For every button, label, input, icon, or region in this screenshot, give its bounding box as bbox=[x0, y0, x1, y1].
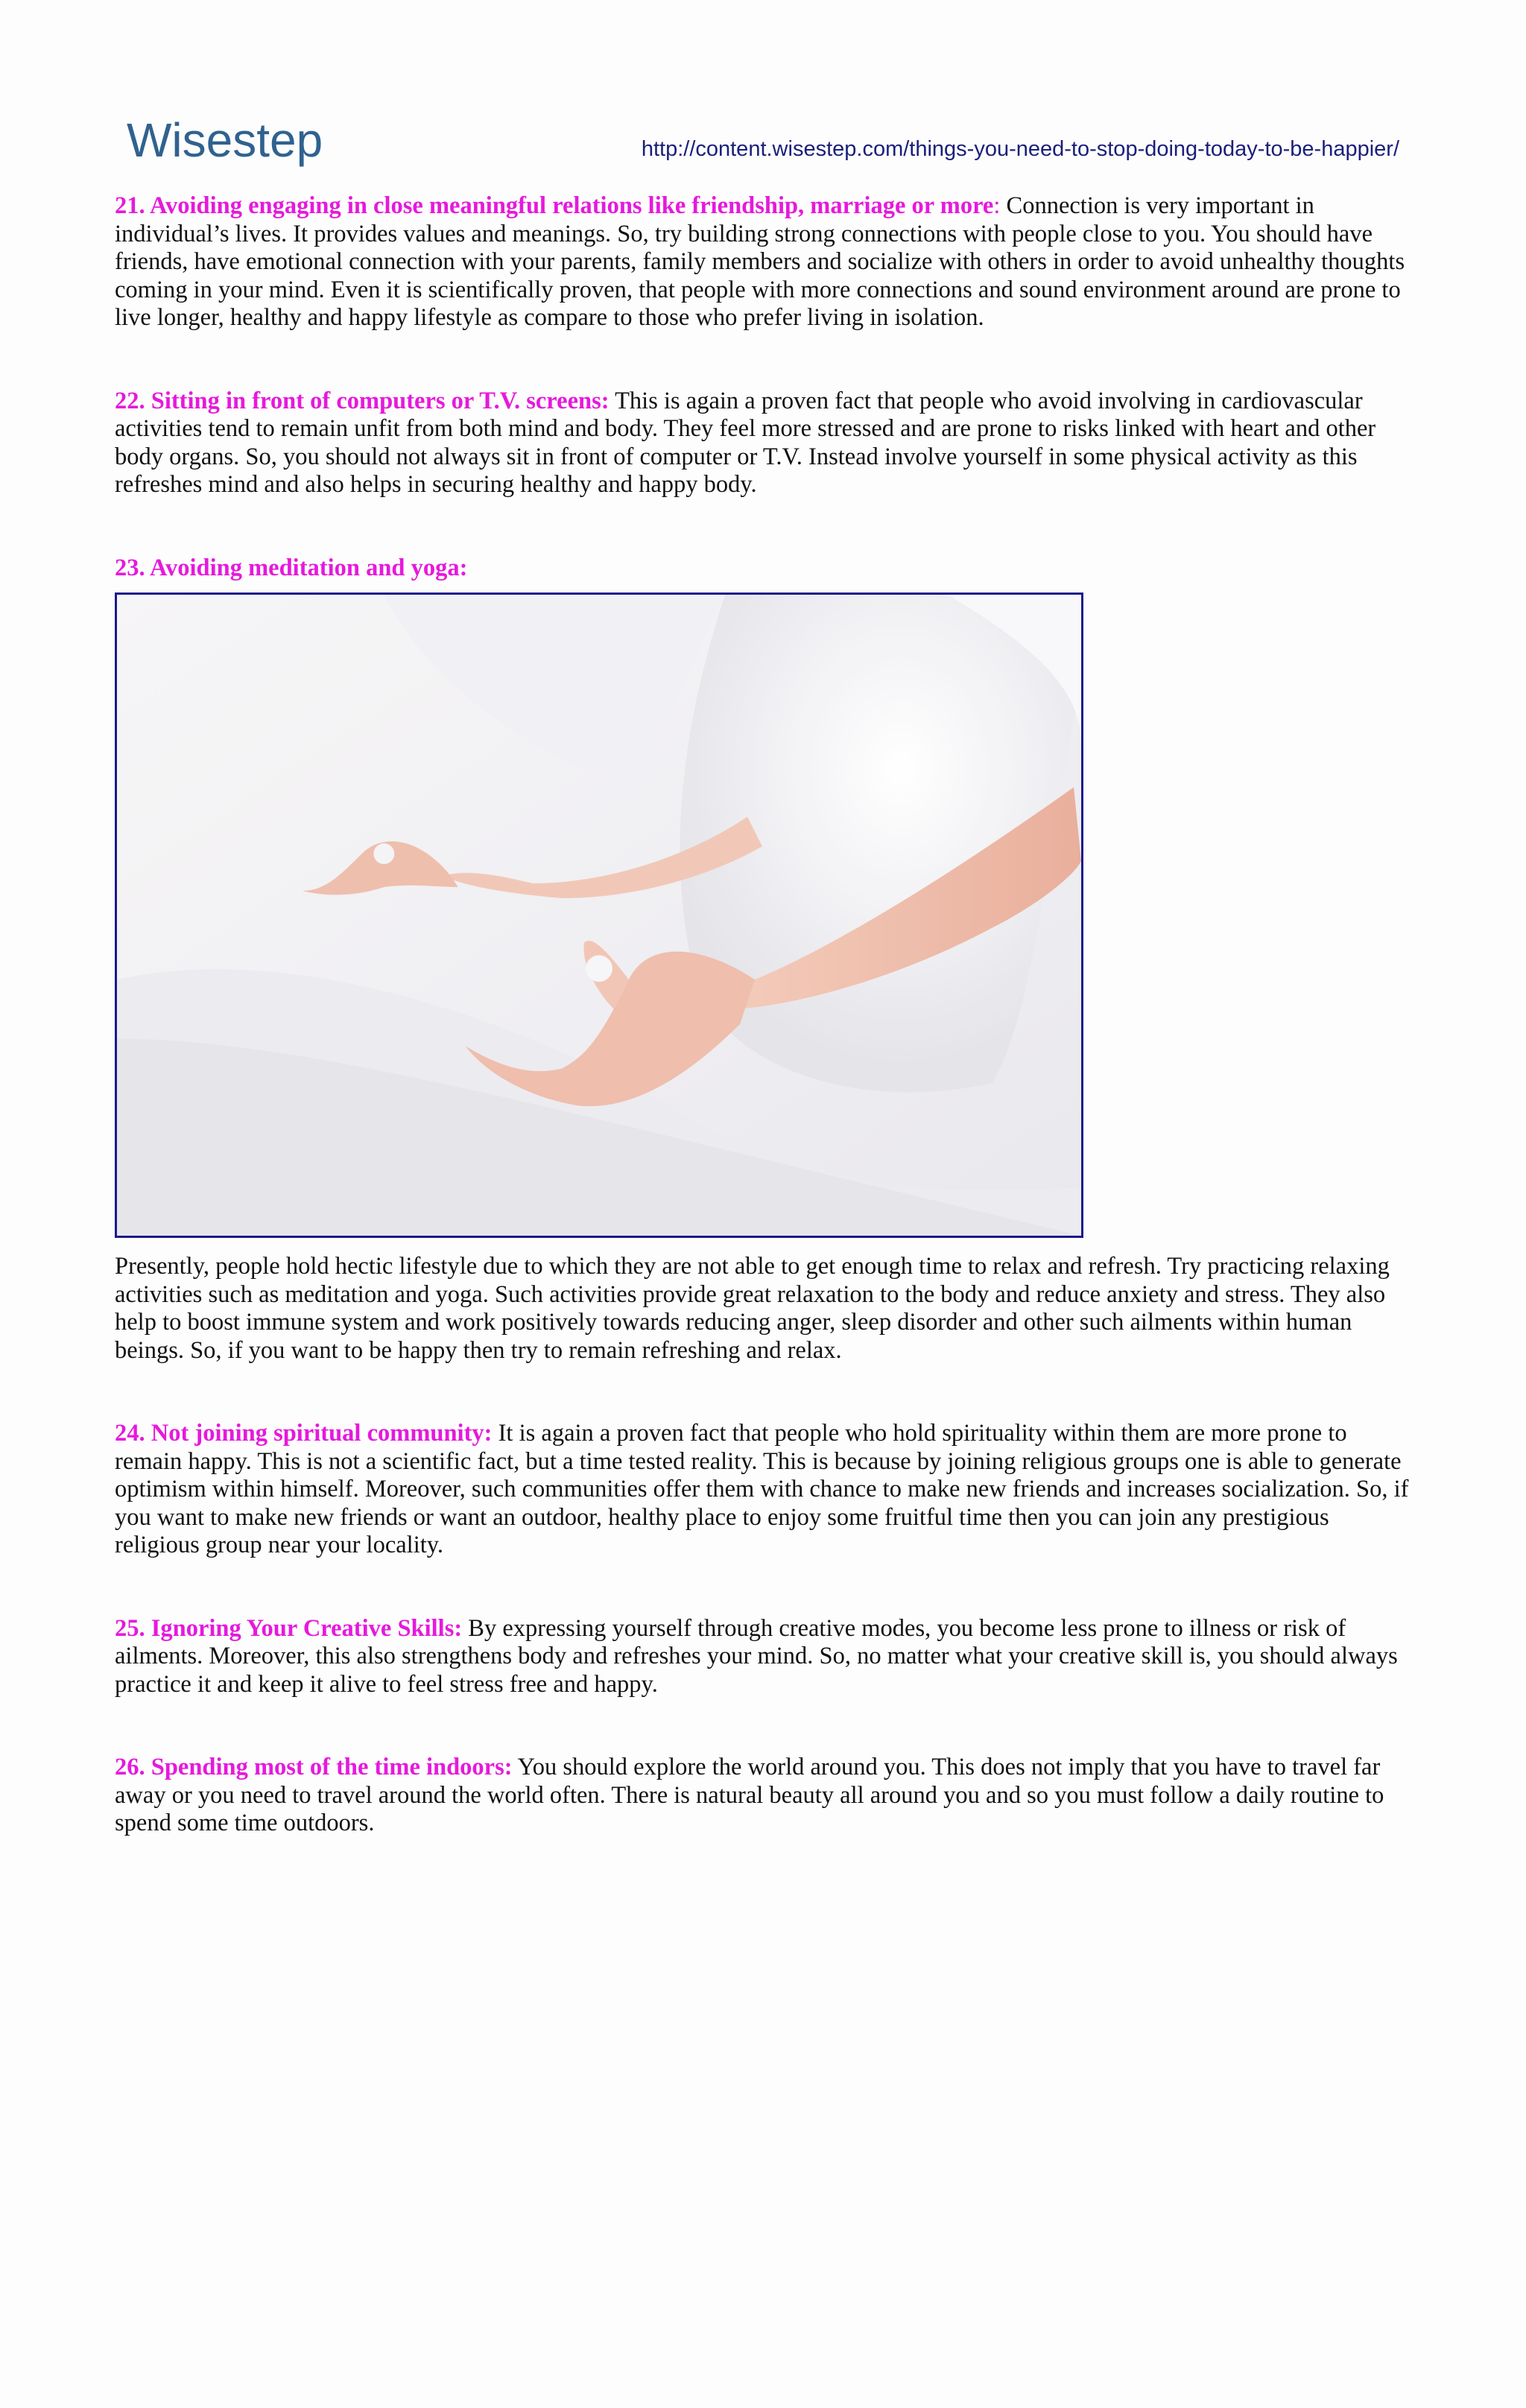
section-21 bbox=[115, 192, 1411, 332]
article-content bbox=[115, 192, 1411, 1838]
section-24 bbox=[115, 1420, 1411, 1560]
section-23-body: Presently, people hold hectic lifestyle due to which they are not able to get enough time to relax and refresh. Try practicing relaxing activities such as meditation and yoga. Such activities provide great relaxation to the body and reduce anxiety and stress. They also help to boost immune system and work positively towards reducing anger, sleep disorder and other such ailments within human beings. So, if you want to be happy then try to remain refreshing and relax. bbox=[115, 1253, 1390, 1364]
section-26 bbox=[115, 1754, 1411, 1838]
section-22-body: This is again a proven fact that people who avoid involving in cardiovascular activities tend to remain unfit from both mind and body. They feel more stressed and are prone to risks linked with heart and other body organs. So, you should not always sit in front of computer or T.V. Instead involve yourself in some physical activity as this refreshes mind and also helps in securing healthy and happy body. bbox=[115, 387, 1376, 498]
meditation-photo-icon bbox=[117, 595, 1081, 1236]
section-24-heading: 24. Not joining spiritual community: bbox=[115, 1420, 493, 1447]
section-26-heading: 26. Spending most of the time indoors: bbox=[115, 1754, 513, 1780]
section-21-heading: 21. Avoiding engaging in close meaningful relations like friendship, marriage or more bbox=[115, 192, 994, 219]
section-25-body: By expressing yourself through creative modes, you become less prone to illness or risk of ailments. Moreover, this also strengthens body and refreshes your mind. So, no matter what your creative skill is, you should always practice it and keep it alive to feel stress free and happy. bbox=[115, 1614, 1398, 1698]
section-23 bbox=[115, 554, 1411, 583]
brand-logo: Wisestep bbox=[127, 113, 323, 167]
section-25-heading: 25. Ignoring Your Creative Skills: bbox=[115, 1614, 463, 1642]
meditation-photo bbox=[115, 592, 1083, 1238]
source-url-link[interactable]: http://content.wisestep.com/things-you-need-to-stop-doing-today-to-be-happier/ bbox=[641, 137, 1399, 161]
section-26-body: You should explore the world around you. This does not imply that you have to travel far away or you need to travel around the world often. There is natural beauty all around you and so you must follow a daily routine to spend some time outdoors. bbox=[115, 1754, 1384, 1836]
section-24-body: It is again a proven fact that people who hold spirituality within them are more prone to remain happy. This is not a scientific fact, but a time tested reality. This is because by joining religious groups one is able to generate optimism within himself. Moreover, such communities offer them with chance to make new friends and increases socialization. So, if you want to make new friends or want an outdoor, healthy place to enjoy some fruitful time then you can join any prestigious religious group near your locality. bbox=[115, 1420, 1409, 1558]
section-21-colon: : bbox=[993, 192, 1001, 219]
section-23-heading: 23. Avoiding meditation and yoga: bbox=[115, 554, 468, 581]
section-25 bbox=[115, 1615, 1411, 1699]
section-22-heading: 22. Sitting in front of computers or T.V. screens: bbox=[115, 387, 610, 414]
section-22 bbox=[115, 388, 1411, 499]
section-21-body: Connection is very important in individual’s lives. It provides values and meanings. So, try building strong connections with people close to you. You should have friends, have emotional connection with your parents, family members and socialize with others in order to avoid unhealthy thoughts coming in your mind. Even it is scientifically proven, that people with more connections and sound environment around are prone to live longer, healthy and happy lifestyle as compare to those who prefer living in isolation. bbox=[115, 192, 1405, 331]
